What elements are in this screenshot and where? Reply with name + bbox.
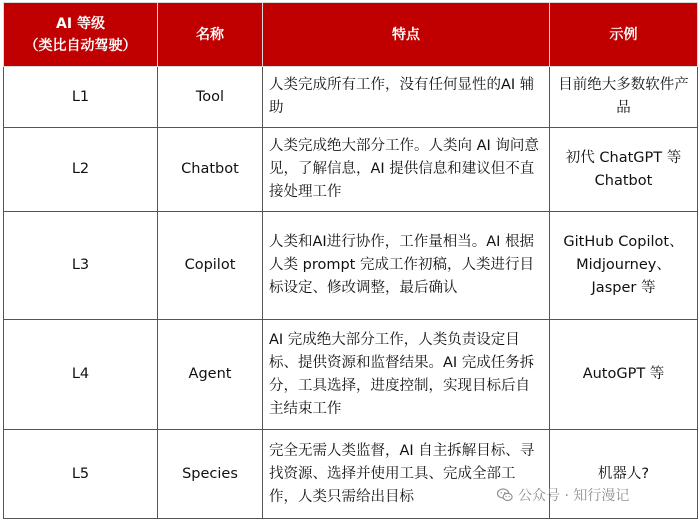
examples-cell: AutoGPT 等 xyxy=(550,320,698,430)
ai-levels-table xyxy=(3,2,698,519)
examples-cell: 初代 ChatGPT 等 Chatbot xyxy=(550,128,698,212)
header-features: 特点 xyxy=(263,3,550,67)
header-examples: 示例 xyxy=(550,3,698,67)
examples-cell: 机器人? xyxy=(550,430,698,519)
table-row xyxy=(4,212,698,320)
watermark xyxy=(496,485,629,505)
table-row xyxy=(4,320,698,430)
features-cell: AI 完成绝大部分工作，人类负责设定目标、提供资源和监督结果。AI 完成任务拆分，工具选择，进度控制，实现目标后自主结束工作 xyxy=(263,320,550,430)
header-name: 名称 xyxy=(158,3,263,67)
level-cell: L1 xyxy=(4,67,158,128)
examples-cell: GitHub Copilot、Midjourney、Jasper 等 xyxy=(550,212,698,320)
table-row xyxy=(4,430,698,519)
table-row xyxy=(4,128,698,212)
header-row xyxy=(4,3,698,67)
header-level-line1: AI 等级 xyxy=(56,15,105,32)
features-cell: 完全无需人类监督，AI 自主拆解目标、寻找资源、选择并使用工具、完成全部工作，人类只需给出目标 xyxy=(263,430,550,519)
header-level-line2: （类比自动驾驶） xyxy=(24,37,137,54)
level-cell: L3 xyxy=(4,212,158,320)
examples-cell: 目前绝大多数软件产品 xyxy=(550,67,698,128)
name-cell: Chatbot xyxy=(158,128,263,212)
features-cell: 人类完成绝大部分工作。人类向 AI 询问意见，了解信息，AI 提供信息和建议但不直接处理工作 xyxy=(263,128,550,212)
features-cell: 人类和AI进行协作，工作量相当。AI 根据人类 prompt 完成工作初稿，人类进行目标设定、修改调整，最后确认 xyxy=(263,212,550,320)
level-cell: L2 xyxy=(4,128,158,212)
level-cell: L5 xyxy=(4,430,158,519)
watermark-text: 公众号 · 知行漫记 xyxy=(518,488,630,504)
level-cell: L4 xyxy=(4,320,158,430)
features-cell: 人类完成所有工作，没有任何显性的AI 辅助 xyxy=(263,67,550,128)
wechat-icon xyxy=(496,486,514,504)
header-level xyxy=(4,3,158,67)
name-cell: Copilot xyxy=(158,212,263,320)
name-cell: Agent xyxy=(158,320,263,430)
name-cell: Species xyxy=(158,430,263,519)
table-row xyxy=(4,67,698,128)
name-cell: Tool xyxy=(158,67,263,128)
